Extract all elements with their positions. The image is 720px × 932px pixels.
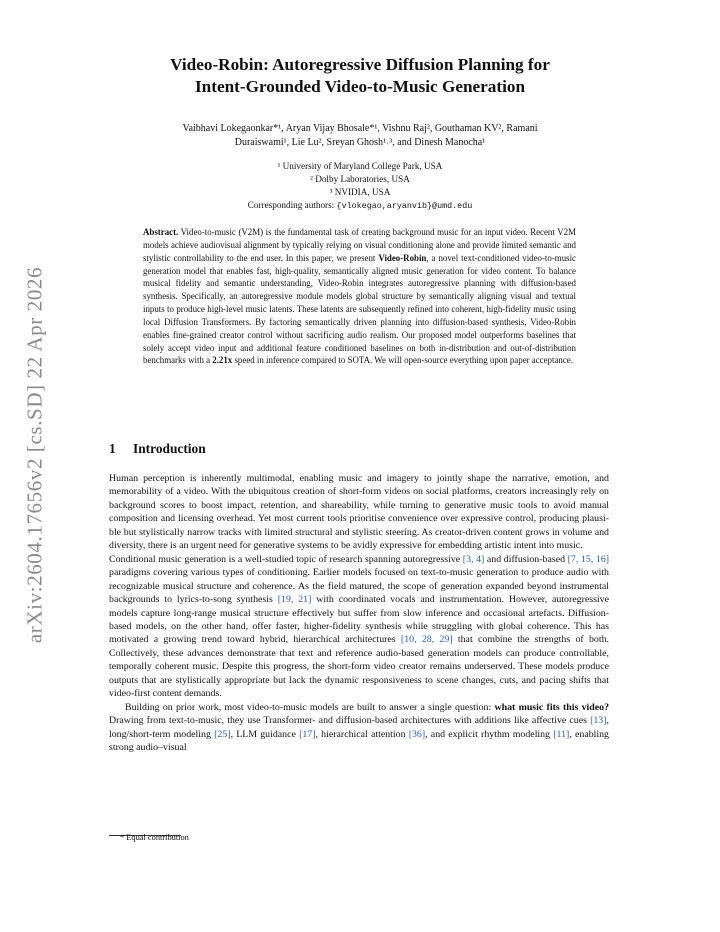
citation-link[interactable]: [13] xyxy=(590,715,607,727)
intro-p3-text: Drawing from text-to-music, they use Transformer- and diffusion-based architectures with additions like affective cues xyxy=(109,715,591,727)
corresponding-label: Corresponding authors: xyxy=(247,200,337,210)
intro-question: what music fits this video? xyxy=(494,701,610,713)
section-title: Introduction xyxy=(133,441,206,456)
footnote: * Equal contribution xyxy=(120,833,189,842)
intro-paragraph-2 xyxy=(109,553,609,701)
abstract xyxy=(143,226,576,367)
intro-p3-text: Building on prior work, most video-to-music models are built to answer a single question: xyxy=(125,701,495,713)
paper-title xyxy=(110,54,610,98)
author-list xyxy=(110,122,610,150)
intro-p3-text: , hierarchical attention xyxy=(315,728,409,740)
intro-p2-text: paradigms covering various types of conditioning. Earlier models focused on text-to-music generation to produce audio with recognizable musical structure and coherence. As the field matured, the scope of generation expanded beyond instrumental backgrounds to lyrics-to-song synthesis xyxy=(109,567,609,606)
affiliation-3: ³ NVIDIA, USA xyxy=(329,187,391,197)
arxiv-identifier-text: arXiv:2604.17656v2 [cs.SD] 22 Apr 2026 xyxy=(22,266,47,644)
abstract-label: Abstract. xyxy=(143,227,179,237)
abstract-text-3: speed in inference compared to SOTA. We will open-source everything upon paper acceptance. xyxy=(232,355,573,366)
authors-line-2: Duraiswami¹, Lie Lu², Sreyan Ghosh¹˒³, and Dinesh Manocha¹ xyxy=(234,137,486,148)
corresponding-email: {vlokegao,aryanvib}@umd.edu xyxy=(336,201,473,211)
intro-p3-text: , enabling strong audio–visual xyxy=(109,728,609,754)
authors-line-1: Vaibhavi Lokegaonkar*¹, Aryan Vijay Bhosale*¹, Vishnu Raj², Gouthaman KV², Ramani xyxy=(182,123,538,134)
citation-link[interactable]: [25] xyxy=(214,728,231,740)
intro-paragraph-1: Human perception is inherently multimodal, enabling music and imagery to jointly shape the narrative, emotion, and memorability of a video. With the ubiquitous creation of short-form videos on social platforms, creators increasingly rely on background scores to boost impact, retention, and shareability, while turning to generative music tools to avoid manual composition and licensing overhead. Yet most current tools prioritise convenience over expressive control, producing plausible but stylistically narrow tracks with limited structural and stylistic steering. As creator-driven content grows in volume and diversity, there is an urgent need for generative systems to be avidly expressive for embedding artistic intent into music. xyxy=(109,473,609,552)
section-heading xyxy=(109,441,206,457)
intro-p3-text: , long/short-term modeling xyxy=(109,715,609,740)
citation-link[interactable]: [7, 15, 16] xyxy=(567,553,610,565)
intro-p3-text: , LLM guidance xyxy=(230,728,300,740)
citation-link[interactable]: [19, 21] xyxy=(277,594,312,606)
corresponding-authors xyxy=(110,199,610,213)
intro-p3-text: , and explicit rhythm modeling xyxy=(425,728,554,740)
citation-link[interactable]: [10, 28, 29] xyxy=(400,634,453,646)
title-line-2: Intent-Grounded Video-to-Music Generation xyxy=(194,77,526,96)
affiliation-2: ² Dolby Laboratories, USA xyxy=(310,174,410,184)
citation-link[interactable]: [36] xyxy=(408,728,426,740)
intro-p2-text: Conditional music generation is a well-studied topic of research spanning autoregressive xyxy=(109,553,463,565)
arxiv-identifier xyxy=(14,260,56,650)
introduction-body xyxy=(109,472,609,755)
affiliation-1: ¹ University of Maryland College Park, USA xyxy=(277,161,443,171)
intro-p2-text: that combine the strengths of both. Collectively, these advances demonstrate that text and reference audio-based generation models can produce controllable, temporally coherent music. Despite this progress, the short-form video creator remains underserved. These models produce outputs that are stylistically appropriate but lack the dynamic responsiveness to scene changes, cuts, and pacing shifts that video-first content demands. xyxy=(109,634,609,700)
intro-p2-text: with coordinated vocals and instrumentation. However, autoregressive models capture long-range musical structure effectively but suffer from slow inference and occasional artefacts. Diffusion-based models, on the other hand, offer faster, higher-fidelity synthesis while struggling with global coherence. This has motivated a growing trend toward hybrid, hierarchical architectures xyxy=(109,594,609,646)
citation-link[interactable]: [17] xyxy=(299,728,316,740)
citation-link[interactable]: [3, 4] xyxy=(462,553,485,565)
abstract-text-1: Video-to-music (V2M) is the fundamental task of creating background music for an input video. Recent V2M models achieve audiovisual alignment by typically relying on visual conditioning alone and provide limited semantic and stylistic controllability to the end user. In this paper, we present xyxy=(143,227,576,263)
abstract-speedup: 2.21x xyxy=(212,355,233,366)
section-number: 1 xyxy=(109,441,116,456)
citation-link[interactable]: [11] xyxy=(553,728,570,740)
intro-paragraph-3 xyxy=(109,701,609,755)
title-line-1: Video-Robin: Autoregressive Diffusion Planning for xyxy=(170,55,550,74)
affiliations xyxy=(110,160,610,213)
intro-p2-text: and diffusion-based xyxy=(484,553,568,565)
abstract-model-name: Video-Robin xyxy=(378,252,427,263)
abstract-text-2: , a novel text-conditioned video-to-music generation model that enables fast, high-quality, semantically aligned music generation for video content. To balance musical fidelity and semantic understanding, Video-Robin integrates autoregressive planning with diffusion-based synthesis. Specifically, an autoregressive module models global structure by semantically aligning visual and textual inputs to produce high-level music latents. These latents are subsequently refined into coherent, high-fidelity music using local Diffusion Transformers. By factoring semantically driven planning into diffusion-based synthesis, Video-Robin enables fine-grained creator control without sacrificing audio realism. Our proposed model outperforms baselines that solely accept video input and additional feature conditioned baselines on both in-distribution and out-of-distribution benchmarks with a xyxy=(143,252,576,366)
